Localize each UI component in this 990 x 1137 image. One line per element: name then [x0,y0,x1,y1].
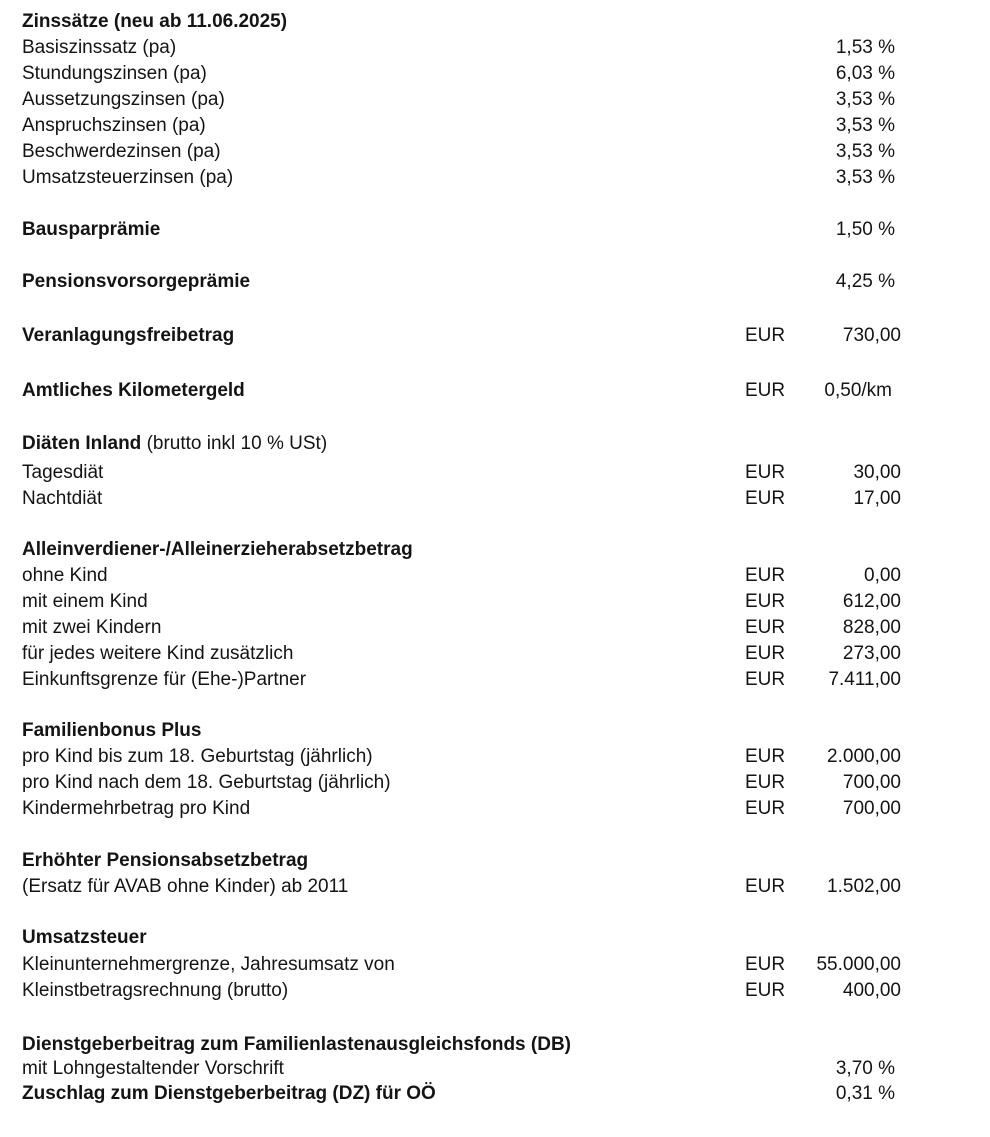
ust-value-kleinunternehmergrenze: 55.000,00 [816,954,901,975]
familienbonus-label-kindermehrbetrag: Kindermehrbetrag pro Kind [22,798,251,819]
familienbonus-currency-bis-18: EUR [745,746,786,767]
avab-currency-ohne-kind: EUR [745,565,786,586]
ust-currency-kleinstbetragsrechnung: EUR [745,980,786,1001]
ust-label-kleinunternehmergrenze: Kleinunternehmergrenze, Jahresumsatz von [22,954,395,975]
bausparpraemie-value: 1,50 % [835,219,895,240]
avab-label-zwei-kinder: mit zwei Kindern [22,617,162,638]
familienbonus-value-nach-18: 700,00 [842,772,901,793]
zinssaetze-heading: Zinssätze (neu ab 11.06.2025) [22,11,288,32]
familienbonus-currency-nach-18: EUR [745,772,786,793]
zins-value-anspruchszinsen: 3,53 % [835,115,895,136]
avab-label-ein-kind: mit einem Kind [22,591,148,612]
diaeten-value-nachtdiaet: 17,00 [853,488,901,509]
dienstgeberbeitrag-heading: Dienstgeberbeitrag zum Familienlastenausgleichsfonds (DB) [22,1034,571,1055]
veranlagungsfreibetrag-currency: EUR [745,325,786,346]
familienbonus-currency-kindermehrbetrag: EUR [745,798,786,819]
zins-label-anspruchszinsen: Anspruchszinsen (pa) [22,115,206,136]
zins-label-basiszinssatz: Basiszinssatz (pa) [22,37,177,58]
diaeten-label-nachtdiaet: Nachtdiät [22,488,103,509]
pensionsabsetzbetrag-currency: EUR [745,876,786,897]
pensionsvorsorgepraemie-value: 4,25 % [835,271,895,292]
zins-value-umsatzsteuerzinsen: 3,53 % [835,167,895,188]
avab-heading: Alleinverdiener-/Alleinerzieherabsetzbetrag [22,539,413,560]
diaeten-currency-tagesdiaet: EUR [745,462,786,483]
pensionsabsetzbetrag-heading: Erhöhter Pensionsabsetzbetrag [22,850,309,871]
ust-label-kleinstbetragsrechnung: Kleinstbetragsrechnung (brutto) [22,980,289,1001]
zins-value-stundungszinsen: 6,03 % [835,63,895,84]
umsatzsteuer-heading: Umsatzsteuer [22,927,147,948]
diaeten-value-tagesdiaet: 30,00 [853,462,901,483]
kilometergeld-value: 0,50/km [824,380,892,401]
diaeten-inland-title: Diäten Inland [22,433,142,454]
diaeten-label-tagesdiaet: Tagesdiät [22,462,104,483]
zins-label-stundungszinsen: Stundungszinsen (pa) [22,63,207,84]
dz-zuschlag-heading: Zuschlag zum Dienstgeberbeitrag (DZ) für OÖ [22,1083,436,1104]
diaeten-inland-heading [22,431,327,457]
ust-value-kleinstbetragsrechnung: 400,00 [842,980,901,1001]
avab-label-weiteres-kind: für jedes weitere Kind zusätzlich [22,643,294,664]
avab-label-einkunftsgrenze: Einkunftsgrenze für (Ehe-)Partner [22,669,307,690]
familienbonus-label-bis-18: pro Kind bis zum 18. Geburtstag (jährlich) [22,746,373,767]
zins-label-beschwerdezinsen: Beschwerdezinsen (pa) [22,141,221,162]
avab-currency-ein-kind: EUR [745,591,786,612]
familienbonus-label-nach-18: pro Kind nach dem 18. Geburtstag (jährlich) [22,772,391,793]
avab-currency-weiteres-kind: EUR [745,643,786,664]
avab-value-ohne-kind: 0,00 [864,565,901,586]
familienbonus-heading: Familienbonus Plus [22,720,202,741]
zins-label-aussetzungszinsen: Aussetzungszinsen (pa) [22,89,225,110]
zins-value-basiszinssatz: 1,53 % [835,37,895,58]
kilometergeld-currency: EUR [745,380,786,401]
veranlagungsfreibetrag-value: 730,00 [842,325,901,346]
ust-currency-kleinunternehmergrenze: EUR [745,954,786,975]
zins-value-beschwerdezinsen: 3,53 % [835,141,895,162]
avab-value-zwei-kinder: 828,00 [842,617,901,638]
pensionsabsetzbetrag-value: 1.502,00 [827,876,901,897]
zins-label-umsatzsteuerzinsen: Umsatzsteuerzinsen (pa) [22,167,234,188]
pensionsvorsorgepraemie-heading: Pensionsvorsorgeprämie [22,271,251,292]
db-value-lohngestaltende-vorschrift: 3,70 % [835,1058,895,1079]
avab-value-weiteres-kind: 273,00 [842,643,901,664]
dz-zuschlag-value: 0,31 % [835,1083,895,1104]
veranlagungsfreibetrag-heading: Veranlagungsfreibetrag [22,325,235,346]
avab-currency-einkunftsgrenze: EUR [745,669,786,690]
kilometergeld-heading: Amtliches Kilometergeld [22,380,245,401]
avab-currency-zwei-kinder: EUR [745,617,786,638]
familienbonus-value-kindermehrbetrag: 700,00 [842,798,901,819]
pensionsabsetzbetrag-label: (Ersatz für AVAB ohne Kinder) ab 2011 [22,876,349,897]
bausparpraemie-heading: Bausparprämie [22,219,161,240]
avab-value-ein-kind: 612,00 [842,591,901,612]
zins-value-aussetzungszinsen: 3,53 % [835,89,895,110]
diaeten-currency-nachtdiaet: EUR [745,488,786,509]
avab-value-einkunftsgrenze: 7.411,00 [828,669,901,690]
avab-label-ohne-kind: ohne Kind [22,565,108,586]
diaeten-inland-note: (brutto inkl 10 % USt) [146,433,328,454]
db-label-lohngestaltende-vorschrift: mit Lohngestaltender Vorschrift [22,1058,284,1079]
familienbonus-value-bis-18: 2.000,00 [827,746,901,767]
